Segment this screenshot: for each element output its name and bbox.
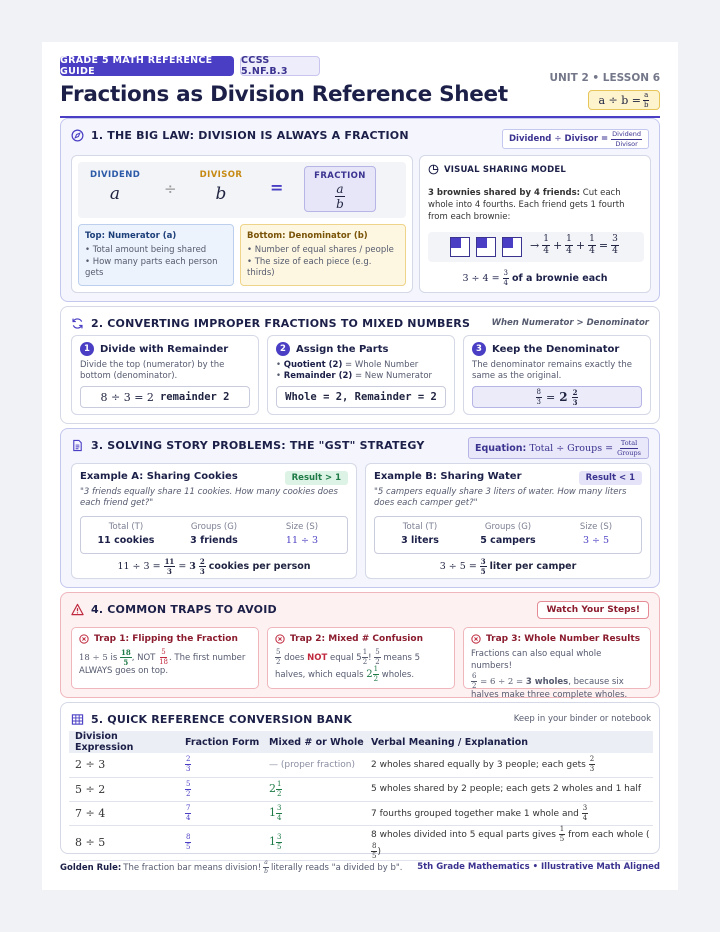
example-b-gst-table: Total (T) 3 liters Groups (G) 5 campers Size (S) 3 ÷ 5 [374,516,642,554]
step-2-card [267,335,455,415]
fraction-label: FRACTION [314,171,366,181]
denominator-line-1: • Number of equal shares / people [247,245,394,255]
example-b-pill: Result < 1 [579,471,642,485]
example-b-title: Example B: Sharing Water [374,471,522,482]
cross-circle-icon [471,634,481,644]
law-chip: Dividend ÷ Divisor = Dividend Divisor [502,129,649,149]
numerator-line-1: • Total amount being shared [85,245,207,255]
trap-3-body: Fractions can also equal whole numbers! $\frac{6}{2}$ = 6 ÷ 2 = 3 wholes, because six halves make three complete wholes. [471,649,628,700]
formula-box [588,90,660,110]
example-b-card [365,463,651,579]
denominator-box [240,224,406,286]
numerator-box [78,224,234,286]
section-story-problems [60,428,660,588]
denominator-box-title: Bottom: Denominator (b) [247,231,368,241]
step-3-title: Keep the Denominator [492,343,620,355]
step-2-number: 2 [276,342,290,356]
trap-2-card: Trap 2: Mixed # Confusion $\frac{5}{2}$ does NOT equal 5 $\frac{1}{2}$ ! $\frac{5}{2}$ means 5 halves, which equals 2 $\frac{1}{2}$ wholes. [267,627,455,689]
section-5-note: Keep in your binder or notebook [513,714,651,724]
example-a-title: Example A: Sharing Cookies [80,471,238,482]
step-2-title: Assign the Parts [296,343,389,355]
unit-lesson-label: UNIT 2 • LESSON 6 [549,72,660,84]
pie-chart-icon [428,164,439,175]
section-big-law [60,118,660,302]
visual-sharing-card [419,155,651,293]
step-1-body: Divide the top (numerator) by the bottom (denominator). [80,360,225,382]
cross-circle-icon [275,634,285,644]
footer-credit: 5th Grade Mathematics • Illustrative Math Aligned [417,862,660,872]
conversion-table [69,731,653,861]
table-icon [71,713,84,726]
step-3-body: The denominator remains exactly the same as the original. [472,360,632,382]
section-1-heading: 1. THE BIG LAW: DIVISION IS ALWAYS A FRACTION [71,129,409,142]
brownie-2 [476,237,496,257]
formula-num: a [644,90,649,99]
trap-2-body: $\frac{5}{2}$ does NOT equal 5 $\frac{1}{2}$ ! $\frac{5}{2}$ means 5 halves, which equals 2 $\frac{1}{2}$ wholes. [275,648,421,683]
example-a-quote: "3 friends equally share 11 cookies. How many cookies does each friend get?" [80,487,338,509]
trap-3-card: Trap 3: Whole Number Results Fractions can also equal whole numbers! $\frac{6}{2}$ = 6 ÷ 2 = 3 wholes, because six halves make three complete wholes. [463,627,651,689]
example-a-card [71,463,357,579]
numerator-box-title: Top: Numerator (a) [85,231,177,241]
step-3-calc: $\frac{8}{3}$ = 2 2 3 [472,386,642,408]
numerator-line-2: • How many parts each person gets [85,257,218,279]
table-row: 8 ÷ 5 $\frac{8}{5}$ 1 $\frac{3}{5}$ 8 wholes divided into 5 equal parts gives $\frac{1}{5}$ from each whole ( $\frac{8}{5}$ ) [69,825,653,860]
section-5-heading: 5. QUICK REFERENCE CONVERSION BANK [71,713,352,726]
dividend-label: DIVIDEND [90,170,141,180]
step-2-body: • Quotient (2) = Whole Number • Remainder (2) = New Numerator [276,360,433,382]
fraction-num: a [336,182,344,196]
visual-heading: VISUAL SHARING MODEL [428,164,566,175]
table-row: 5 ÷ 2 $\frac{5}{2}$ 2 $\frac{1}{2}$ 5 wholes shared by 2 people; each gets 2 wholes and 1 half [69,777,653,801]
fraction-result-box [304,166,376,212]
example-b-result: 3 ÷ 5 = $\frac{3}{5}$ liter per camper [439,557,577,576]
column-header: Mixed # or Whole [263,731,365,753]
step-3-number: 3 [472,342,486,356]
example-a-result: 11 ÷ 3 = $\frac{11}{3}$ = 3 2 3 cookies per person [117,557,311,576]
law-equation-panel [78,162,406,218]
trap-1-card: Trap 1: Flipping the Fraction 18 ÷ 5 is $\frac{18}{5}$ , NOT $\frac{5}{18}$ . The first number ALWAYS goes on top. [71,627,259,689]
cross-circle-icon [79,634,89,644]
law-card [71,155,413,293]
formula-lhs: a ÷ b = [598,93,642,107]
example-a-gst-table: Total (T) 11 cookies Groups (G) 3 friends Size (S) 11 ÷ 3 [80,516,348,554]
step-1-number: 1 [80,342,94,356]
column-header: Fraction Form [179,731,263,753]
divisor-label: DIVISOR [199,170,243,180]
formula-den: b [644,100,649,109]
column-header: Division Expression [69,731,179,753]
brownie-model-panel [428,232,644,262]
section-2-heading: 2. CONVERTING IMPROPER FRACTIONS TO MIXED NUMBERS [71,317,470,330]
fourths-sum: → 1 4 + $\frac{1}{4}$ + $\frac{1}{4}$ = $\frac{3}{4}$ [530,234,618,256]
section-4-heading: 4. COMMON TRAPS TO AVOID [71,603,277,616]
section-common-traps [60,592,660,698]
refresh-icon [71,317,84,330]
visual-result: 3 ÷ 4 = $\frac{3}{4}$ of a brownie each [462,269,608,287]
equals-symbol: = [270,178,284,197]
step-3-card [463,335,651,415]
table-row: 7 ÷ 4 $\frac{7}{4}$ 1 $\frac{3}{4}$ 7 fourths grouped together make 1 whole and $\frac{3}{4}$ [69,801,653,825]
example-b-quote: "5 campers equally share 3 liters of water. How many liters does each camper get?" [374,487,627,509]
equation-chip: Equation: Total ÷ Groups = Total Groups [468,437,649,459]
table-row: 2 ÷ 3 $\frac{2}{3}$ — (proper fraction) 2 wholes shared equally by 3 people; each gets $\frac{2}{3}$ [69,753,653,777]
brownie-1 [450,237,470,257]
grade-badge: GRADE 5 MATH REFERENCE GUIDE [60,56,234,76]
brownie-3 [502,237,522,257]
divisor-var: b [215,184,227,204]
step-1-title: Divide with Remainder [100,343,229,355]
example-a-pill: Result > 1 [285,471,348,485]
step-2-calc: Whole = 2, Remainder = 2 [276,386,446,408]
compass-icon [71,129,84,142]
trap-1-body: 18 ÷ 5 is $\frac{18}{5}$ , NOT $\frac{5}{18}$ . The first number ALWAYS goes on top. [79,648,246,676]
step-1-card [71,335,259,415]
denominator-line-2: • The size of each piece (e.g. thirds) [247,257,372,279]
step-1-calc: 8 ÷ 3 = 2 remainder 2 [80,386,250,408]
table-header-row [69,731,653,753]
section-conversion-bank [60,702,660,860]
watch-steps-badge: Watch Your Steps! [537,601,649,619]
section-3-heading: 3. SOLVING STORY PROBLEMS: THE "GST" STRATEGY [71,439,425,452]
standard-badge: CCSS 5.NF.B.3 [240,56,320,76]
dividend-var: a [109,184,121,204]
section-2-note: When Numerator > Denominator [491,318,649,328]
reference-sheet [42,42,678,890]
footer-rule: Golden Rule: The fraction bar means division! a b literally reads "a divided by b". [60,859,403,875]
warning-icon [71,603,84,616]
division-symbol: ÷ [164,180,177,198]
fraction-den: b [336,197,344,211]
section-mixed-numbers [60,306,660,424]
column-header: Verbal Meaning / Explanation [365,731,653,753]
document-icon [71,439,84,452]
visual-description: 3 brownies shared by 4 friends: Cut each whole into 4 fourths. Each friend gets 1 fourth from each brownie: [428,188,625,222]
page-title: Fractions as Division Reference Sheet [60,82,508,107]
